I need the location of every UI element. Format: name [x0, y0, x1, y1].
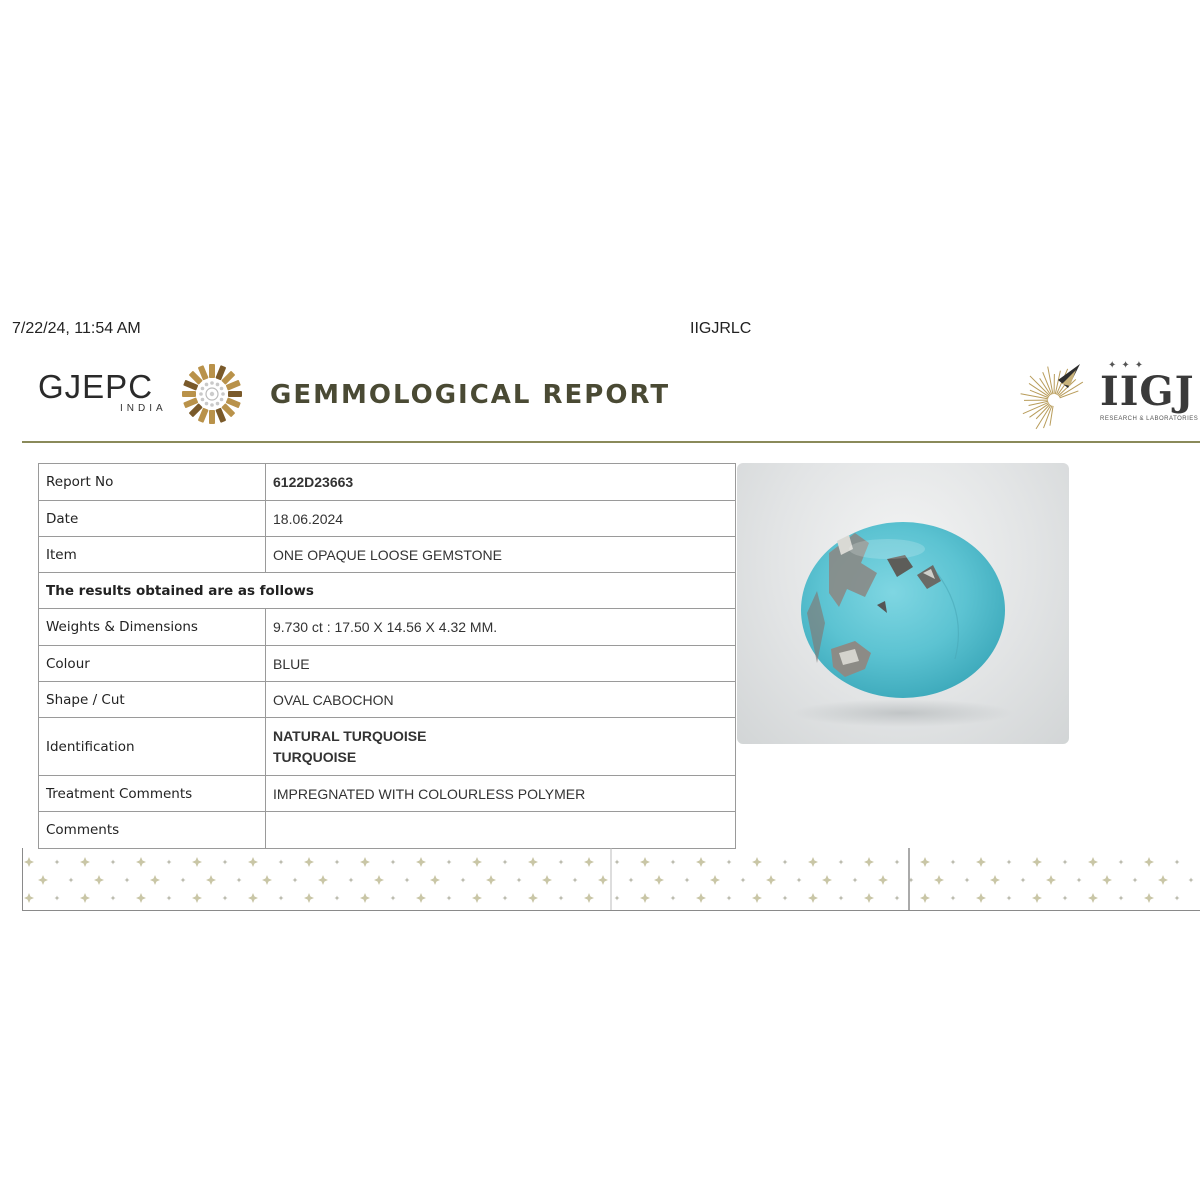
- sparkle-icon: [864, 893, 874, 903]
- gjepc-logo-text: GJEPC: [38, 368, 154, 405]
- sparkle-icon: [136, 893, 146, 903]
- sparkle-icon: [405, 878, 410, 883]
- sparkle-icon: [111, 860, 116, 865]
- sparkle-icon: [1063, 860, 1068, 865]
- sparkle-icon: [360, 893, 370, 903]
- sparkle-icon: [1175, 860, 1180, 865]
- sparkle-icon: [584, 893, 594, 903]
- decorative-pattern-band: [22, 848, 1200, 911]
- sparkle-icon: [1119, 860, 1124, 865]
- sparkle-icon: [528, 893, 538, 903]
- sparkle-icon: [192, 893, 202, 903]
- row-label: Shape / Cut: [39, 682, 266, 718]
- sparkle-icon: [1021, 878, 1026, 883]
- sparkle-icon: [503, 860, 508, 865]
- table-row: [39, 537, 736, 573]
- table-row: [39, 609, 736, 646]
- sparkle-icon: [573, 878, 578, 883]
- sparkle-icon: [598, 875, 608, 885]
- sparkle-icon: [808, 857, 818, 867]
- sparkle-icon: [839, 860, 844, 865]
- sparkle-icon: [223, 860, 228, 865]
- table-row: [39, 776, 736, 812]
- sparkle-icon: [248, 893, 258, 903]
- sparkle-icon: [864, 857, 874, 867]
- sparkle-icon: [24, 857, 34, 867]
- sparkle-icon: [696, 893, 706, 903]
- identification-value: [266, 718, 736, 776]
- sparkle-icon: [710, 875, 720, 885]
- row-label: Item: [39, 537, 266, 573]
- sparkle-icon: [542, 875, 552, 885]
- row-label: Comments: [39, 812, 266, 849]
- sparkle-icon: [1007, 860, 1012, 865]
- sparkle-icon: [629, 878, 634, 883]
- sparkle-icon: [1189, 878, 1194, 883]
- gjepc-logo: [38, 356, 253, 432]
- sparkle-icon: [416, 893, 426, 903]
- sparkle-icon: [293, 878, 298, 883]
- sparkle-icon: [727, 860, 732, 865]
- sparkle-pattern: [23, 848, 1200, 910]
- report-table: [38, 463, 736, 849]
- sparkle-icon: [304, 857, 314, 867]
- sparkle-icon: [391, 860, 396, 865]
- sparkle-icon: [55, 896, 60, 901]
- sparkle-icon: [248, 857, 258, 867]
- sparkle-icon: [727, 896, 732, 901]
- table-row: [39, 646, 736, 682]
- sparkle-icon: [349, 878, 354, 883]
- sparkle-icon: [125, 878, 130, 883]
- header-divider: [22, 441, 1200, 443]
- sparkle-icon: [976, 857, 986, 867]
- sparkle-icon: [808, 893, 818, 903]
- sparkle-icon: [486, 875, 496, 885]
- gjepc-logo-subtext: INDIA: [120, 403, 167, 414]
- identification-line-2: TURQUOISE: [273, 748, 357, 765]
- table-row: [39, 573, 736, 609]
- sparkle-icon: [878, 875, 888, 885]
- sparkle-icon: [262, 875, 272, 885]
- sparkle-icon: [360, 857, 370, 867]
- sparkle-icon: [1063, 896, 1068, 901]
- table-row: [39, 464, 736, 501]
- print-datetime: 7/22/24, 11:54 AM: [12, 320, 141, 337]
- sparkle-icon: [1102, 875, 1112, 885]
- iigj-logo-subtext: RESEARCH & LABORATORIES: [1100, 416, 1199, 422]
- sparkle-icon: [685, 878, 690, 883]
- sparkle-icon: [94, 875, 104, 885]
- sparkle-icon: [318, 875, 328, 885]
- sparkle-icon: [895, 860, 900, 865]
- sparkle-icon: [671, 860, 676, 865]
- sparkle-icon: [150, 875, 160, 885]
- sparkle-icon: [237, 878, 242, 883]
- sparkle-icon: [976, 893, 986, 903]
- sparkle-icon: [741, 878, 746, 883]
- shape-cut-value: OVAL CABOCHON: [266, 682, 736, 718]
- row-label: Date: [39, 501, 266, 537]
- sparkle-icon: [615, 860, 620, 865]
- sparkle-icon: [990, 875, 1000, 885]
- sparkle-icon: [391, 896, 396, 901]
- sparkle-icon: [111, 896, 116, 901]
- sparkle-icon: [430, 875, 440, 885]
- sparkle-icon: [783, 896, 788, 901]
- sparkle-icon: [472, 857, 482, 867]
- sparkle-icon: [559, 860, 564, 865]
- sparkle-icon: [1175, 896, 1180, 901]
- sparkle-icon: [416, 857, 426, 867]
- sparkle-icon: [517, 878, 522, 883]
- table-row: [39, 718, 736, 776]
- sparkle-icon: [1144, 857, 1154, 867]
- sparkle-icon: [752, 857, 762, 867]
- sparkle-icon: [965, 878, 970, 883]
- sparkle-icon: [503, 896, 508, 901]
- sparkle-icon: [1007, 896, 1012, 901]
- sparkle-icon: [335, 896, 340, 901]
- sparkle-icon: [279, 860, 284, 865]
- sparkle-icon: [80, 893, 90, 903]
- sparkle-icon: [167, 896, 172, 901]
- sparkle-icon: [206, 875, 216, 885]
- sparkle-icon: [335, 860, 340, 865]
- row-label: Report No: [39, 464, 266, 501]
- sparkle-icon: [1158, 875, 1168, 885]
- sparkle-icon: [822, 875, 832, 885]
- print-page-title: IIGJRLC: [690, 320, 752, 337]
- sparkle-icon: [167, 860, 172, 865]
- sparkle-icon: [55, 860, 60, 865]
- sparkle-icon: [447, 896, 452, 901]
- starburst-icon: [1018, 358, 1096, 436]
- sparkle-icon: [1133, 878, 1138, 883]
- sparkle-icon: [752, 893, 762, 903]
- sparkle-icon: [654, 875, 664, 885]
- sparkle-icon: [920, 893, 930, 903]
- sparkle-icon: [1032, 893, 1042, 903]
- iigj-logo: [1018, 358, 1200, 436]
- comments-value: [266, 812, 736, 849]
- sparkle-icon: [1077, 878, 1082, 883]
- sparkle-icon: [304, 893, 314, 903]
- sparkle-icon: [640, 857, 650, 867]
- sparkle-icon: [69, 878, 74, 883]
- sparkle-icon: [24, 893, 34, 903]
- iigj-logo-text: IIGJ: [1100, 368, 1195, 415]
- sparkle-icon: [559, 896, 564, 901]
- report-number-value: 6122D23663: [266, 464, 736, 501]
- sparkle-icon: [920, 857, 930, 867]
- treatment-comments-value: IMPREGNATED WITH COLOURLESS POLYMER: [266, 776, 736, 812]
- turquoise-cabochon-image: [737, 463, 1069, 744]
- sparkle-icon: [615, 896, 620, 901]
- sparkle-icon: [671, 896, 676, 901]
- sparkle-icon: [783, 860, 788, 865]
- sparkle-icon: [839, 896, 844, 901]
- report-title: GEMMOLOGICAL REPORT: [270, 380, 671, 410]
- sparkle-icon: [797, 878, 802, 883]
- sparkle-icon: [1088, 893, 1098, 903]
- sparkle-icon: [951, 896, 956, 901]
- sparkle-icon: [934, 875, 944, 885]
- table-row: [39, 501, 736, 537]
- sparkle-icon: [584, 857, 594, 867]
- sparkle-icon: [696, 857, 706, 867]
- row-label: Colour: [39, 646, 266, 682]
- row-label: Treatment Comments: [39, 776, 266, 812]
- sparkle-icon: [951, 860, 956, 865]
- sparkle-icon: [766, 875, 776, 885]
- sparkle-icon: [1032, 857, 1042, 867]
- gemstone-photo: [737, 463, 1069, 744]
- sparkle-icon: [895, 896, 900, 901]
- sparkle-icon: [80, 857, 90, 867]
- sparkle-icon: [136, 857, 146, 867]
- sparkle-icon: [472, 893, 482, 903]
- sparkle-icon: [1119, 896, 1124, 901]
- sparkle-icon: [528, 857, 538, 867]
- sparkle-icon: [279, 896, 284, 901]
- row-label: Weights & Dimensions: [39, 609, 266, 646]
- sparkle-icon: [192, 857, 202, 867]
- colour-value: BLUE: [266, 646, 736, 682]
- weights-dimensions-value: 9.730 ct : 17.50 X 14.56 X 4.32 MM.: [266, 609, 736, 646]
- results-section-heading: The results obtained are as follows: [39, 573, 736, 609]
- table-row: [39, 812, 736, 849]
- sparkle-icon: [181, 878, 186, 883]
- stars-icon: ✦✦✦: [1108, 360, 1149, 371]
- table-row: [39, 682, 736, 718]
- item-value: ONE OPAQUE LOOSE GEMSTONE: [266, 537, 736, 573]
- sparkle-icon: [853, 878, 858, 883]
- sparkle-icon: [1144, 893, 1154, 903]
- date-value: 18.06.2024: [266, 501, 736, 537]
- sparkle-icon: [447, 860, 452, 865]
- sun-emblem-icon: [176, 358, 248, 430]
- row-label: Identification: [39, 718, 266, 776]
- sparkle-icon: [1046, 875, 1056, 885]
- sparkle-icon: [38, 875, 48, 885]
- identification-line-1: NATURAL TURQUOISE: [273, 727, 427, 744]
- sparkle-icon: [1088, 857, 1098, 867]
- sparkle-icon: [223, 896, 228, 901]
- sparkle-icon: [374, 875, 384, 885]
- sparkle-icon: [640, 893, 650, 903]
- sparkle-icon: [461, 878, 466, 883]
